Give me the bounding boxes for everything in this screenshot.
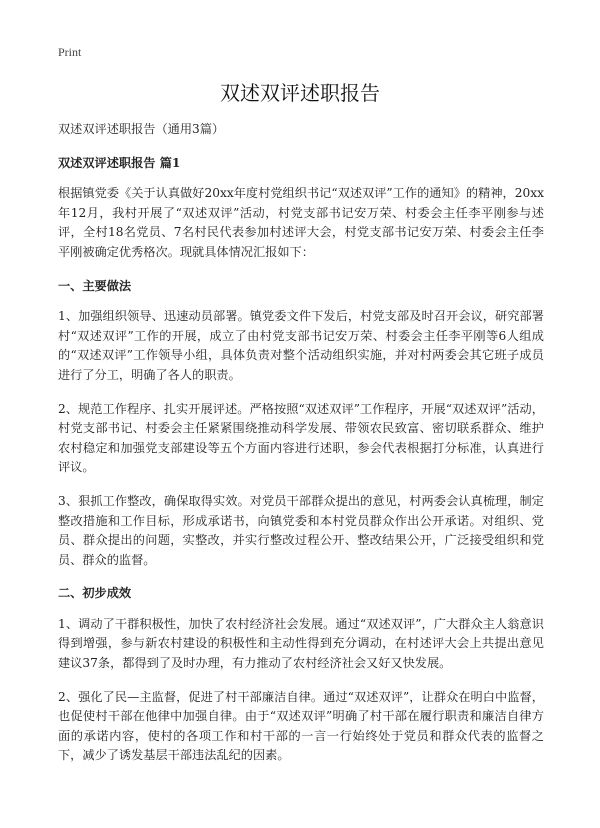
section-heading-main-practices: 一、主要做法 (58, 278, 132, 293)
paragraph: 1、加强组织领导、迅速动员部署。镇党委文件下发后，村党支部及时召开会议，研究部署村“双述双评”工作的开展，成立了由村党支部书记安万荣、村委会主任李平刚等6人组成的“双述双评”工作领导小组，具体负责对整个活动组织实施，并对村两委会其它班子成员进行了分工，明确了各人的职责。 (58, 309, 544, 382)
section-heading-initial-results: 二、初步成效 (58, 586, 132, 601)
paragraph: 1、调动了干群积极性，加快了农村经济社会发展。通过“双述双评”，广大群众主人翁意识得到增强，参与新农村建设的积极性和主动性得到充分调动，在村述评大会上共提出意见建议37条，都得到了及时办理，有力推动了农村经济社会又好又快发展。 (58, 616, 544, 671)
paragraph: 2、规范工作程序、扎实开展评述。严格按照“双述双评”工作程序，开展“双述双评”活动，村党支部书记、村委会主任紧紧围绕推动科学发展、带领农民致富、密切联系群众、维护农村稳定和加强党支部建设等五个方面内容进行述职，参会代表根据打分标准，认真进行评议。 (58, 401, 544, 475)
article-heading: 双述双评述职报告 篇1 (58, 155, 181, 170)
paragraph: 3、狠抓工作整改，确保取得实效。对党员干部群众提出的意见，村两委会认真梳理，制定整改措施和工作目标，形成承诺书，向镇党委和本村党员群众作出公开承诺。对组织、党员、群众提出的问题，实整改，并实行整改过程公开、整改结果公开，广泛接受组织和党员、群众的监督。 (58, 493, 544, 567)
article-subtitle: 双述双评述职报告（通用3篇） (58, 122, 225, 136)
intro-paragraph: 根据镇党委《关于认真做好20xx年度村党组织书记“双述双评”工作的通知》的精神，20xx年12月，我村开展了“双述双评”活动，村党支部书记安万荣、村委会主任李平刚参与述评，全村18名党员、7名村民代表参加村述评大会，村党支部书记安万荣、村委会主任李平刚被确定优秀格次。现就具体情况汇报如下： (58, 186, 544, 259)
page-title: 双述双评述职报告 (220, 81, 380, 105)
article-body (58, 120, 544, 780)
paragraph: 2、强化了民—主监督，促进了村干部廉洁自律。通过“双述双评”，让群众在明白中监督，也促使村干部在他律中加强自律。由于“双述双评”明确了村干部在履行职责和廉洁自律方面的承诺内容，使村的各项工作和村干部的一言一行始终处于党员和群众代表的监督之下，减少了诱发基层干部违法乱纪的因素。 (58, 689, 544, 763)
print-link[interactable]: Print (58, 45, 82, 59)
